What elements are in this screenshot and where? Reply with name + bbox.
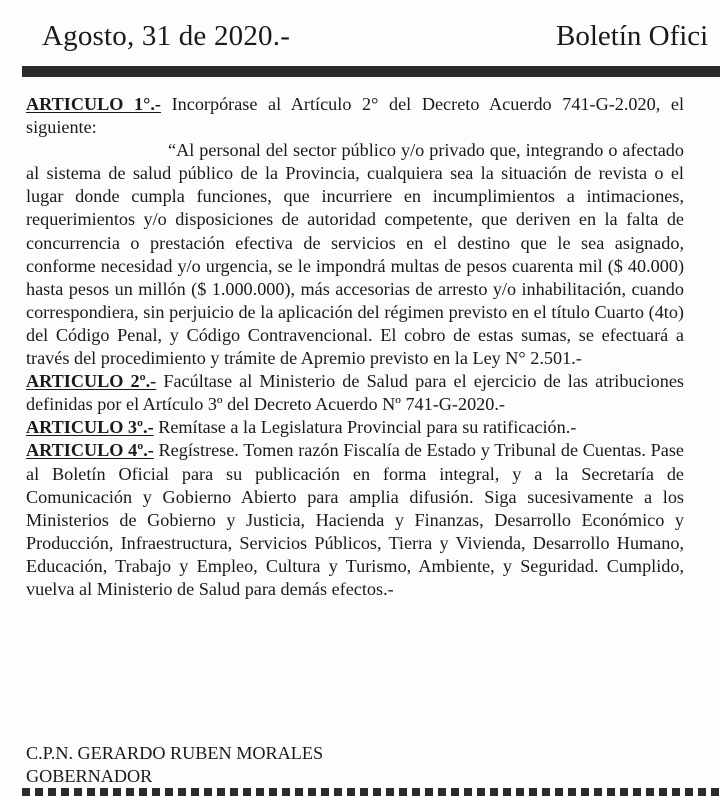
signatory-title: GOBERNADOR (26, 766, 153, 787)
header-rule (22, 66, 720, 77)
article-1 (26, 93, 684, 139)
header-date: Agosto, 31 de 2020.- (42, 20, 291, 52)
article-4 (26, 439, 684, 601)
article-4-text: Regístrese. Tomen razón Fiscalía de Estado y Tribunal de Cuentas. Pase al Boletín Oficial para su publicación en forma integral, y a la Secretaría de Comunicación y Gobierno Abierto para amplia difusión. Siga sucesivamente a los Ministerios de Gobierno y Justicia, Hacienda y Finanzas, Desarrollo Económico y Producción, Infraestructura, Servicios Públicos, Tierra y Vivienda, Desarrollo Humano, Educación, Trabajo y Empleo, Cultura y Turismo, Ambiente, y Seguridad. Cumplido, vuelva al Ministerio de Salud para demás efectos.- (26, 440, 684, 599)
article-1-label: ARTICULO 1°.- (26, 94, 161, 114)
article-3-label: ARTICULO 3º.- (26, 417, 154, 438)
article-1-text: Incorpórase al Artículo 2° del Decreto Acuerdo 741-G-2.020, el siguiente: (26, 94, 685, 138)
article-2 (26, 370, 684, 416)
article-3 (26, 416, 684, 439)
quoted-paragraph: “Al personal del sector público y/o privado que, integrando o afectado al sistema de salud público de la Provincia, cualquiera sea la situación de revista o el lugar donde cumpla funciones, que incurriere en incumplimientos a intimaciones, requerimientos y/o disposiciones de autoridad competente, que deriven en la falta de concurrencia o prestación efectiva de servicios en el destino que le sea asignado, conforme necesidad y/o urgencia, se le impondrá multas de pesos cuarenta mil ($ 40.000) hasta pesos un millón ($ 1.000.000), más accesorias de arresto y/o inhabilitación, cuando correspondiera, sin perjuicio de la aplicación del régimen previsto en el título Cuarto (4to) del Código Penal, y Código Contravencional. El cobro de estas sumas, se efectuará a través del procedimiento y trámite de Apremio previsto en la Ley N° 2.501.- (26, 140, 684, 369)
signatory-name: C.P.N. GERARDO RUBEN MORALES (26, 743, 324, 763)
article-3-text: Remítase a la Legislatura Provincial para su ratificación.- (153, 417, 577, 438)
header-publication-title: Boletín Ofici (556, 20, 709, 52)
signature-block (26, 742, 323, 788)
page-header (0, 0, 720, 66)
footer-dashed-rule (22, 788, 720, 796)
article-4-label: ARTICULO 4º.- (26, 440, 154, 461)
document-body (26, 93, 684, 601)
article-2-text: Facúltase al Ministerio de Salud para el ejercicio de las atribuciones definidas por el Artículo 3º del Decreto Acuerdo Nº 741-G-2020.- (26, 371, 684, 415)
article-2-label: ARTICULO 2º.- (26, 371, 157, 392)
